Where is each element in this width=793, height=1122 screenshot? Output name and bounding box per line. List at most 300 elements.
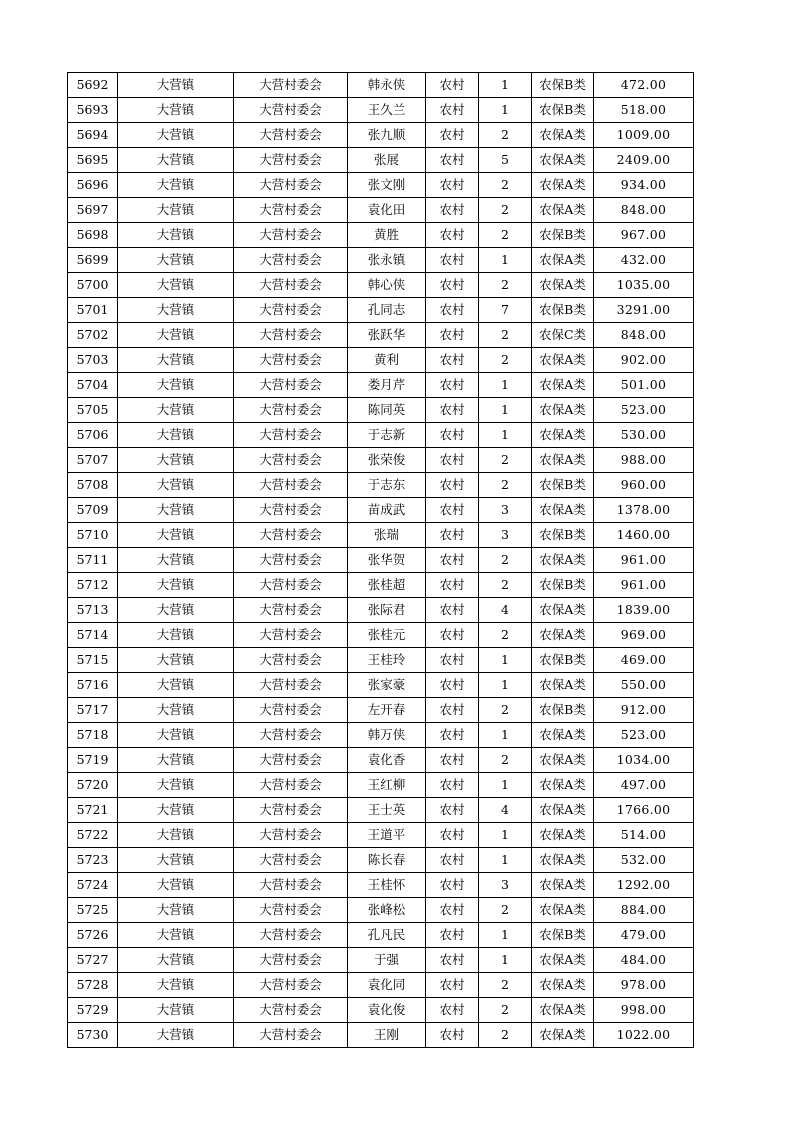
- cell-amount: 432.00: [594, 248, 694, 273]
- cell-town: 大营镇: [118, 723, 234, 748]
- table-row: [68, 523, 694, 548]
- cell-household-count: 2: [479, 548, 532, 573]
- table-row: [68, 548, 694, 573]
- cell-area-type: 农村: [426, 848, 479, 873]
- cell-village-committee: 大营村委会: [234, 923, 348, 948]
- table-row: [68, 848, 694, 873]
- cell-household-count: 2: [479, 898, 532, 923]
- cell-household-count: 4: [479, 598, 532, 623]
- cell-insurance-category: 农保A类: [532, 1023, 594, 1048]
- cell-person-name: 张瑞: [348, 523, 426, 548]
- cell-person-name: 张文刚: [348, 173, 426, 198]
- cell-village-committee: 大营村委会: [234, 298, 348, 323]
- cell-serial-number: 5725: [68, 898, 118, 923]
- table-row: [68, 723, 694, 748]
- table-body: [68, 73, 694, 1048]
- cell-village-committee: 大营村委会: [234, 323, 348, 348]
- cell-insurance-category: 农保A类: [532, 798, 594, 823]
- cell-village-committee: 大营村委会: [234, 1023, 348, 1048]
- cell-serial-number: 5711: [68, 548, 118, 573]
- cell-town: 大营镇: [118, 148, 234, 173]
- cell-serial-number: 5717: [68, 698, 118, 723]
- cell-household-count: 1: [479, 923, 532, 948]
- cell-insurance-category: 农保A类: [532, 623, 594, 648]
- cell-insurance-category: 农保A类: [532, 873, 594, 898]
- cell-person-name: 张桂元: [348, 623, 426, 648]
- cell-town: 大营镇: [118, 248, 234, 273]
- table-row: [68, 823, 694, 848]
- cell-village-committee: 大营村委会: [234, 548, 348, 573]
- cell-town: 大营镇: [118, 673, 234, 698]
- table-row: [68, 173, 694, 198]
- cell-area-type: 农村: [426, 423, 479, 448]
- cell-amount: 514.00: [594, 823, 694, 848]
- cell-area-type: 农村: [426, 323, 479, 348]
- cell-area-type: 农村: [426, 298, 479, 323]
- cell-insurance-category: 农保B类: [532, 223, 594, 248]
- cell-town: 大营镇: [118, 423, 234, 448]
- cell-town: 大营镇: [118, 698, 234, 723]
- cell-town: 大营镇: [118, 748, 234, 773]
- cell-person-name: 孔凡民: [348, 923, 426, 948]
- cell-serial-number: 5704: [68, 373, 118, 398]
- cell-amount: 1460.00: [594, 523, 694, 548]
- cell-village-committee: 大营村委会: [234, 423, 348, 448]
- cell-insurance-category: 农保A类: [532, 598, 594, 623]
- cell-serial-number: 5729: [68, 998, 118, 1023]
- cell-town: 大营镇: [118, 473, 234, 498]
- cell-town: 大营镇: [118, 273, 234, 298]
- cell-serial-number: 5722: [68, 823, 118, 848]
- cell-person-name: 张峰松: [348, 898, 426, 923]
- cell-village-committee: 大营村委会: [234, 823, 348, 848]
- table-row: [68, 73, 694, 98]
- cell-town: 大营镇: [118, 848, 234, 873]
- cell-area-type: 农村: [426, 498, 479, 523]
- cell-serial-number: 5714: [68, 623, 118, 648]
- cell-area-type: 农村: [426, 948, 479, 973]
- table-row: [68, 698, 694, 723]
- cell-area-type: 农村: [426, 1023, 479, 1048]
- cell-village-committee: 大营村委会: [234, 598, 348, 623]
- table-row: [68, 473, 694, 498]
- cell-household-count: 1: [479, 948, 532, 973]
- cell-town: 大营镇: [118, 548, 234, 573]
- cell-town: 大营镇: [118, 298, 234, 323]
- cell-town: 大营镇: [118, 498, 234, 523]
- cell-insurance-category: 农保C类: [532, 323, 594, 348]
- cell-person-name: 王桂玲: [348, 648, 426, 673]
- cell-area-type: 农村: [426, 123, 479, 148]
- cell-serial-number: 5713: [68, 598, 118, 623]
- cell-area-type: 农村: [426, 973, 479, 998]
- cell-household-count: 2: [479, 123, 532, 148]
- cell-insurance-category: 农保A类: [532, 423, 594, 448]
- cell-area-type: 农村: [426, 873, 479, 898]
- cell-insurance-category: 农保A类: [532, 848, 594, 873]
- cell-village-committee: 大营村委会: [234, 373, 348, 398]
- cell-household-count: 2: [479, 323, 532, 348]
- cell-village-committee: 大营村委会: [234, 398, 348, 423]
- table-row: [68, 873, 694, 898]
- cell-village-committee: 大营村委会: [234, 273, 348, 298]
- cell-town: 大营镇: [118, 648, 234, 673]
- cell-person-name: 张荣俊: [348, 448, 426, 473]
- cell-amount: 934.00: [594, 173, 694, 198]
- cell-insurance-category: 农保A类: [532, 373, 594, 398]
- cell-amount: 530.00: [594, 423, 694, 448]
- table-row: [68, 898, 694, 923]
- cell-amount: 1378.00: [594, 498, 694, 523]
- cell-serial-number: 5701: [68, 298, 118, 323]
- table-row: [68, 998, 694, 1023]
- cell-amount: 532.00: [594, 848, 694, 873]
- cell-insurance-category: 农保B类: [532, 523, 594, 548]
- cell-insurance-category: 农保B类: [532, 73, 594, 98]
- cell-area-type: 农村: [426, 398, 479, 423]
- cell-town: 大营镇: [118, 173, 234, 198]
- cell-person-name: 王刚: [348, 1023, 426, 1048]
- cell-amount: 518.00: [594, 98, 694, 123]
- cell-person-name: 于强: [348, 948, 426, 973]
- cell-area-type: 农村: [426, 798, 479, 823]
- cell-village-committee: 大营村委会: [234, 798, 348, 823]
- cell-village-committee: 大营村委会: [234, 73, 348, 98]
- cell-village-committee: 大营村委会: [234, 573, 348, 598]
- cell-village-committee: 大营村委会: [234, 173, 348, 198]
- cell-town: 大营镇: [118, 348, 234, 373]
- cell-serial-number: 5700: [68, 273, 118, 298]
- table-row: [68, 348, 694, 373]
- cell-village-committee: 大营村委会: [234, 123, 348, 148]
- cell-household-count: 2: [479, 223, 532, 248]
- cell-village-committee: 大营村委会: [234, 448, 348, 473]
- cell-person-name: 韩万侠: [348, 723, 426, 748]
- cell-town: 大营镇: [118, 873, 234, 898]
- cell-insurance-category: 农保A类: [532, 948, 594, 973]
- cell-area-type: 农村: [426, 923, 479, 948]
- cell-serial-number: 5721: [68, 798, 118, 823]
- cell-household-count: 1: [479, 98, 532, 123]
- cell-amount: 497.00: [594, 773, 694, 798]
- cell-household-count: 2: [479, 998, 532, 1023]
- cell-area-type: 农村: [426, 898, 479, 923]
- cell-household-count: 1: [479, 248, 532, 273]
- cell-household-count: 7: [479, 298, 532, 323]
- cell-insurance-category: 农保B类: [532, 698, 594, 723]
- cell-village-committee: 大营村委会: [234, 198, 348, 223]
- cell-household-count: 3: [479, 873, 532, 898]
- cell-amount: 1292.00: [594, 873, 694, 898]
- cell-person-name: 王士英: [348, 798, 426, 823]
- cell-village-committee: 大营村委会: [234, 623, 348, 648]
- cell-household-count: 2: [479, 748, 532, 773]
- cell-area-type: 农村: [426, 673, 479, 698]
- table-row: [68, 923, 694, 948]
- cell-serial-number: 5694: [68, 123, 118, 148]
- cell-area-type: 农村: [426, 98, 479, 123]
- table-row: [68, 1023, 694, 1048]
- cell-area-type: 农村: [426, 998, 479, 1023]
- cell-serial-number: 5708: [68, 473, 118, 498]
- cell-amount: 912.00: [594, 698, 694, 723]
- cell-town: 大营镇: [118, 98, 234, 123]
- cell-area-type: 农村: [426, 723, 479, 748]
- cell-town: 大营镇: [118, 523, 234, 548]
- cell-village-committee: 大营村委会: [234, 473, 348, 498]
- cell-serial-number: 5709: [68, 498, 118, 523]
- cell-person-name: 张跃华: [348, 323, 426, 348]
- cell-household-count: 1: [479, 73, 532, 98]
- cell-insurance-category: 农保B类: [532, 98, 594, 123]
- table-row: [68, 948, 694, 973]
- cell-amount: 978.00: [594, 973, 694, 998]
- cell-town: 大营镇: [118, 798, 234, 823]
- cell-amount: 472.00: [594, 73, 694, 98]
- cell-household-count: 3: [479, 498, 532, 523]
- cell-household-count: 2: [479, 448, 532, 473]
- cell-serial-number: 5706: [68, 423, 118, 448]
- cell-serial-number: 5718: [68, 723, 118, 748]
- cell-village-committee: 大营村委会: [234, 98, 348, 123]
- cell-amount: 960.00: [594, 473, 694, 498]
- cell-town: 大营镇: [118, 373, 234, 398]
- cell-town: 大营镇: [118, 823, 234, 848]
- cell-serial-number: 5698: [68, 223, 118, 248]
- cell-village-committee: 大营村委会: [234, 523, 348, 548]
- cell-village-committee: 大营村委会: [234, 773, 348, 798]
- cell-town: 大营镇: [118, 448, 234, 473]
- cell-insurance-category: 农保A类: [532, 823, 594, 848]
- cell-person-name: 张展: [348, 148, 426, 173]
- cell-person-name: 张华贺: [348, 548, 426, 573]
- cell-insurance-category: 农保A类: [532, 673, 594, 698]
- cell-amount: 969.00: [594, 623, 694, 648]
- cell-serial-number: 5696: [68, 173, 118, 198]
- cell-person-name: 陈同英: [348, 398, 426, 423]
- table-row: [68, 498, 694, 523]
- cell-village-committee: 大营村委会: [234, 848, 348, 873]
- cell-amount: 501.00: [594, 373, 694, 398]
- cell-household-count: 2: [479, 698, 532, 723]
- table-row: [68, 248, 694, 273]
- cell-town: 大营镇: [118, 573, 234, 598]
- document-page: [67, 72, 693, 1048]
- cell-serial-number: 5697: [68, 198, 118, 223]
- cell-person-name: 孔同志: [348, 298, 426, 323]
- cell-village-committee: 大营村委会: [234, 948, 348, 973]
- cell-household-count: 2: [479, 573, 532, 598]
- table-row: [68, 748, 694, 773]
- cell-town: 大营镇: [118, 998, 234, 1023]
- cell-serial-number: 5728: [68, 973, 118, 998]
- cell-town: 大营镇: [118, 398, 234, 423]
- cell-household-count: 1: [479, 773, 532, 798]
- cell-person-name: 左开春: [348, 698, 426, 723]
- cell-amount: 961.00: [594, 548, 694, 573]
- cell-person-name: 黄胜: [348, 223, 426, 248]
- cell-household-count: 2: [479, 473, 532, 498]
- cell-person-name: 张桂超: [348, 573, 426, 598]
- cell-serial-number: 5695: [68, 148, 118, 173]
- cell-town: 大营镇: [118, 198, 234, 223]
- table-row: [68, 773, 694, 798]
- table-row: [68, 973, 694, 998]
- cell-person-name: 袁化田: [348, 198, 426, 223]
- cell-area-type: 农村: [426, 248, 479, 273]
- cell-person-name: 苗成武: [348, 498, 426, 523]
- cell-area-type: 农村: [426, 598, 479, 623]
- cell-village-committee: 大营村委会: [234, 898, 348, 923]
- cell-amount: 523.00: [594, 398, 694, 423]
- cell-amount: 998.00: [594, 998, 694, 1023]
- cell-amount: 3291.00: [594, 298, 694, 323]
- cell-insurance-category: 农保A类: [532, 973, 594, 998]
- table-row: [68, 648, 694, 673]
- cell-serial-number: 5726: [68, 923, 118, 948]
- cell-insurance-category: 农保A类: [532, 448, 594, 473]
- cell-village-committee: 大营村委会: [234, 498, 348, 523]
- cell-village-committee: 大营村委会: [234, 998, 348, 1023]
- cell-area-type: 农村: [426, 748, 479, 773]
- cell-amount: 848.00: [594, 198, 694, 223]
- cell-area-type: 农村: [426, 648, 479, 673]
- cell-serial-number: 5720: [68, 773, 118, 798]
- cell-village-committee: 大营村委会: [234, 973, 348, 998]
- table-row: [68, 623, 694, 648]
- table-row: [68, 598, 694, 623]
- cell-serial-number: 5723: [68, 848, 118, 873]
- cell-amount: 1009.00: [594, 123, 694, 148]
- cell-insurance-category: 农保A类: [532, 748, 594, 773]
- cell-household-count: 4: [479, 798, 532, 823]
- cell-amount: 848.00: [594, 323, 694, 348]
- cell-insurance-category: 农保B类: [532, 298, 594, 323]
- cell-insurance-category: 农保A类: [532, 898, 594, 923]
- cell-household-count: 3: [479, 523, 532, 548]
- cell-serial-number: 5692: [68, 73, 118, 98]
- cell-serial-number: 5707: [68, 448, 118, 473]
- cell-amount: 550.00: [594, 673, 694, 698]
- cell-household-count: 1: [479, 423, 532, 448]
- cell-serial-number: 5712: [68, 573, 118, 598]
- cell-amount: 967.00: [594, 223, 694, 248]
- cell-village-committee: 大营村委会: [234, 348, 348, 373]
- cell-area-type: 农村: [426, 623, 479, 648]
- table-row: [68, 323, 694, 348]
- cell-area-type: 农村: [426, 148, 479, 173]
- table-row: [68, 298, 694, 323]
- cell-amount: 469.00: [594, 648, 694, 673]
- cell-person-name: 韩永侠: [348, 73, 426, 98]
- cell-serial-number: 5730: [68, 1023, 118, 1048]
- cell-person-name: 袁化俊: [348, 998, 426, 1023]
- cell-village-committee: 大营村委会: [234, 873, 348, 898]
- cell-person-name: 韩心侠: [348, 273, 426, 298]
- cell-town: 大营镇: [118, 973, 234, 998]
- table-row: [68, 798, 694, 823]
- beneficiary-table: [67, 72, 694, 1048]
- cell-village-committee: 大营村委会: [234, 223, 348, 248]
- cell-town: 大营镇: [118, 948, 234, 973]
- cell-area-type: 农村: [426, 223, 479, 248]
- cell-insurance-category: 农保A类: [532, 548, 594, 573]
- cell-town: 大营镇: [118, 123, 234, 148]
- cell-household-count: 1: [479, 398, 532, 423]
- cell-serial-number: 5716: [68, 673, 118, 698]
- cell-village-committee: 大营村委会: [234, 673, 348, 698]
- cell-person-name: 张家豪: [348, 673, 426, 698]
- cell-insurance-category: 农保B类: [532, 473, 594, 498]
- table-row: [68, 98, 694, 123]
- cell-household-count: 1: [479, 823, 532, 848]
- cell-amount: 1034.00: [594, 748, 694, 773]
- cell-person-name: 陈长春: [348, 848, 426, 873]
- cell-amount: 988.00: [594, 448, 694, 473]
- table-row: [68, 123, 694, 148]
- cell-amount: 1035.00: [594, 273, 694, 298]
- cell-insurance-category: 农保A类: [532, 398, 594, 423]
- cell-amount: 2409.00: [594, 148, 694, 173]
- cell-amount: 1839.00: [594, 598, 694, 623]
- cell-person-name: 娄月芹: [348, 373, 426, 398]
- cell-household-count: 2: [479, 973, 532, 998]
- cell-amount: 961.00: [594, 573, 694, 598]
- cell-insurance-category: 农保A类: [532, 173, 594, 198]
- cell-person-name: 张九顺: [348, 123, 426, 148]
- table-row: [68, 573, 694, 598]
- cell-area-type: 农村: [426, 698, 479, 723]
- table-row: [68, 398, 694, 423]
- cell-insurance-category: 农保B类: [532, 923, 594, 948]
- cell-town: 大营镇: [118, 898, 234, 923]
- table-row: [68, 448, 694, 473]
- cell-insurance-category: 农保A类: [532, 123, 594, 148]
- cell-person-name: 王红柳: [348, 773, 426, 798]
- cell-amount: 1766.00: [594, 798, 694, 823]
- table-row: [68, 373, 694, 398]
- cell-area-type: 农村: [426, 173, 479, 198]
- cell-household-count: 2: [479, 273, 532, 298]
- cell-person-name: 袁化香: [348, 748, 426, 773]
- table-row: [68, 673, 694, 698]
- cell-person-name: 于志新: [348, 423, 426, 448]
- cell-area-type: 农村: [426, 273, 479, 298]
- cell-person-name: 王道平: [348, 823, 426, 848]
- cell-village-committee: 大营村委会: [234, 698, 348, 723]
- cell-amount: 884.00: [594, 898, 694, 923]
- table-row: [68, 148, 694, 173]
- cell-household-count: 2: [479, 198, 532, 223]
- cell-area-type: 农村: [426, 548, 479, 573]
- cell-area-type: 农村: [426, 373, 479, 398]
- cell-insurance-category: 农保A类: [532, 248, 594, 273]
- cell-serial-number: 5703: [68, 348, 118, 373]
- cell-insurance-category: 农保A类: [532, 723, 594, 748]
- cell-area-type: 农村: [426, 448, 479, 473]
- cell-insurance-category: 农保A类: [532, 148, 594, 173]
- cell-amount: 484.00: [594, 948, 694, 973]
- cell-area-type: 农村: [426, 773, 479, 798]
- cell-serial-number: 5702: [68, 323, 118, 348]
- cell-village-committee: 大营村委会: [234, 723, 348, 748]
- cell-insurance-category: 农保A类: [532, 348, 594, 373]
- cell-household-count: 1: [479, 848, 532, 873]
- cell-household-count: 1: [479, 673, 532, 698]
- cell-amount: 1022.00: [594, 1023, 694, 1048]
- cell-person-name: 袁化同: [348, 973, 426, 998]
- cell-serial-number: 5724: [68, 873, 118, 898]
